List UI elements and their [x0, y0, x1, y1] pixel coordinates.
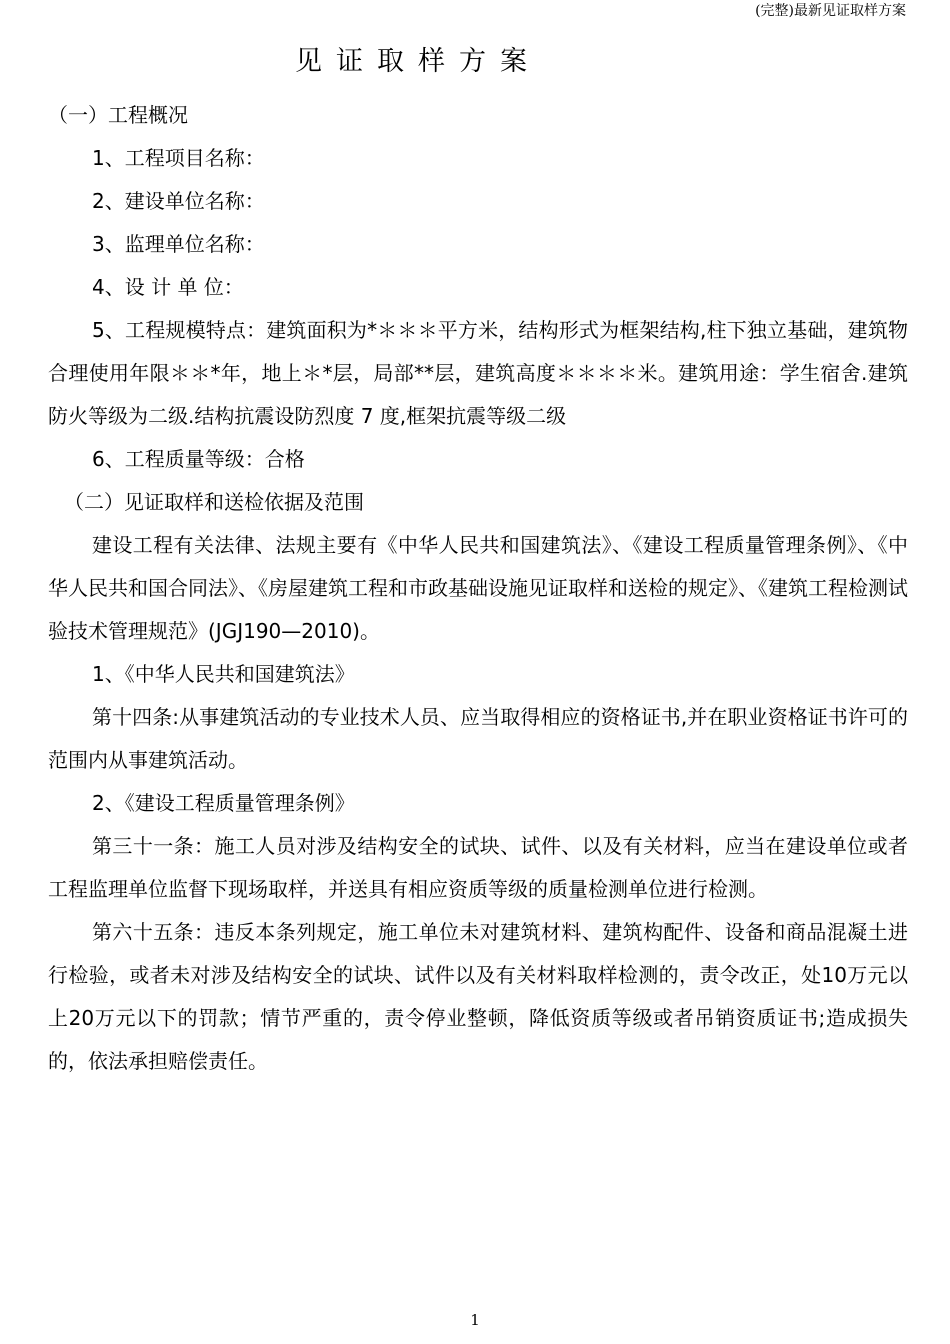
section-heading-sampling-basis: （二）见证取样和送检依据及范围: [64, 490, 364, 514]
document-title: 见证取样方案: [295, 46, 541, 77]
paragraph-legal-basis: 建设工程有关法律、法规主要有《中华人民共和国建筑法》、《建设工程质量管理条例》、《中华人民共和国合同法》、《房屋建筑工程和市政基础设施见证取样和送检的规定》、《建筑工程检测试验技术管理规范》(JGJ190—2010)。: [48, 533, 908, 643]
running-header: (完整)最新见证取样方案: [755, 3, 906, 19]
page-number: 1: [470, 1311, 480, 1329]
item-project-name: 1、工程项目名称：: [92, 146, 265, 170]
item-design-unit: 4、设 计 单 位：: [92, 275, 244, 299]
document-body: [48, 94, 908, 1083]
article-14: 第十四条:从事建筑活动的专业技术人员、应当取得相应的资格证书,并在职业资格证书许可的范围内从事建筑活动。: [48, 705, 908, 772]
item-quality-grade: 6、工程质量等级：合格: [92, 447, 305, 471]
item-supervision-unit: 3、监理单位名称：: [92, 232, 265, 256]
item-construction-unit: 2、建设单位名称：: [92, 189, 265, 213]
law-heading-construction-law: 1、《中华人民共和国建筑法》: [92, 662, 355, 686]
section-heading-project-overview: （一）工程概况: [48, 103, 188, 127]
article-31: 第三十一条：施工人员对涉及结构安全的试块、试件、以及有关材料，应当在建设单位或者工程监理单位监督下现场取样，并送具有相应资质等级的质量检测单位进行检测。: [48, 834, 908, 901]
article-65: 第六十五条：违反本条列规定，施工单位未对建筑材料、建筑构配件、设备和商品混凝土进行检验，或者未对涉及结构安全的试块、试件以及有关材料取样检测的，责令改正，处10万元以上20万元以下的罚款；情节严重的，责令停业整顿，降低资质等级或者吊销资质证书;造成损失的，依法承担赔偿责任。: [48, 920, 908, 1073]
item-project-scale: 5、工程规模特点：建筑面积为*＊＊＊平方米，结构形式为框架结构,柱下独立基础，建筑物合理使用年限＊＊*年，地上＊*层，局部**层，建筑高度＊＊＊＊米。建筑用途：学生宿舍.建筑防火等级为二级.结构抗震设防烈度 7 度,框架抗震等级二级: [48, 318, 908, 428]
law-heading-quality-regulation: 2、《建设工程质量管理条例》: [92, 791, 355, 815]
